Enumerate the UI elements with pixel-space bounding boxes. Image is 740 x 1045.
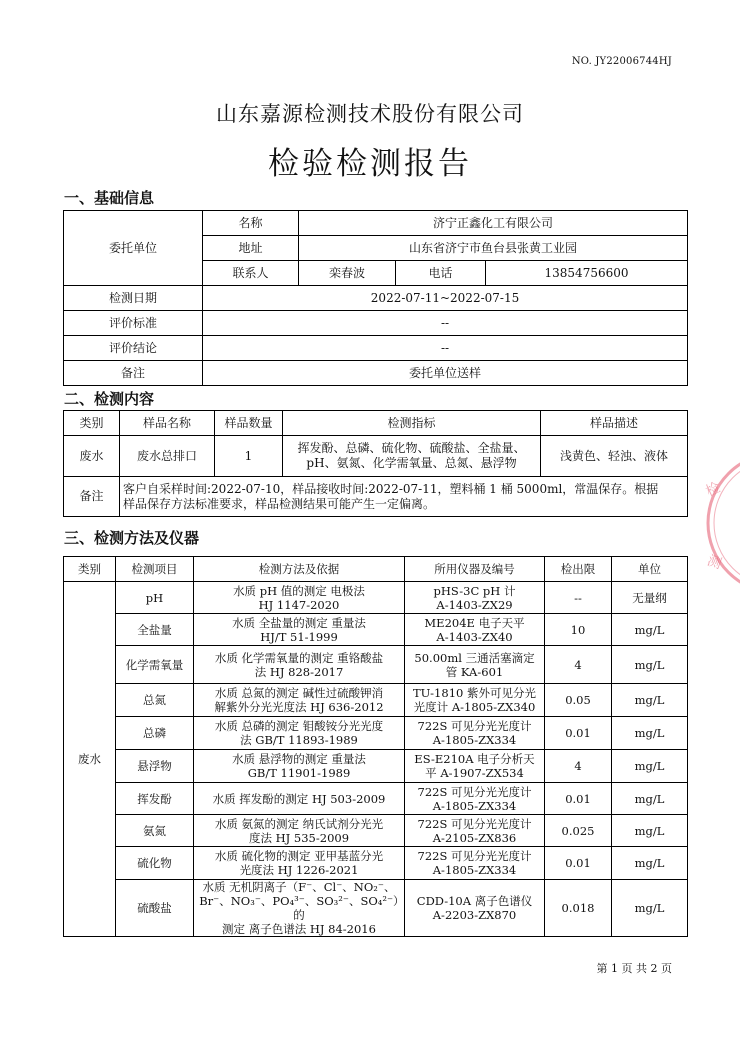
method-row xyxy=(64,684,688,717)
method-row xyxy=(64,880,688,937)
method-item: 全盐量 xyxy=(116,614,194,646)
col-indicators: 检测指标 xyxy=(283,411,541,436)
method-item: 总氮 xyxy=(116,684,194,717)
seal-stamp-graphic xyxy=(700,448,740,598)
seal-stamp xyxy=(700,448,740,598)
method-row xyxy=(64,646,688,684)
instrument xyxy=(405,684,545,717)
detection-limit: 4 xyxy=(545,646,612,684)
method-category: 废水 xyxy=(64,582,116,937)
phone-label: 电话 xyxy=(396,261,486,286)
instrument-line: pHS-3C pH 计 xyxy=(433,583,516,598)
instrument-line: 722S 可见分光光度计 xyxy=(417,816,532,831)
method-row xyxy=(64,717,688,750)
method-item: 硫酸盐 xyxy=(116,880,194,937)
instrument-line: 平 A-1907-ZX534 xyxy=(425,766,524,780)
sample-category: 废水 xyxy=(64,436,120,477)
method-line: 法 GB/T 11893-1989 xyxy=(240,733,358,747)
basic-info-table xyxy=(63,210,688,386)
instrument-line: A-1805-ZX334 xyxy=(432,798,517,813)
instrument xyxy=(405,582,545,614)
contact-label: 联系人 xyxy=(203,261,299,286)
unit: mg/L xyxy=(612,880,688,937)
instrument-line: ES-E210A 电子分析天 xyxy=(414,752,535,766)
test-date-value: 2022-07-11~2022-07-15 xyxy=(203,286,688,311)
instrument-line: A-1805-ZX334 xyxy=(432,863,517,877)
detection-limit: -- xyxy=(545,582,612,614)
method-line: 水质 悬浮物的测定 重量法 xyxy=(232,752,366,766)
method-line: HJ 1147-2020 xyxy=(258,597,340,612)
method-line: 水质 总磷的测定 钼酸铵分光光度 xyxy=(214,719,384,733)
col-quantity: 样品数量 xyxy=(215,411,283,436)
remark-line-2: 样品保存方法标准要求，样品检测结果可能产生一定偏离。 xyxy=(123,496,436,511)
methods-table xyxy=(63,556,688,937)
method-item: 硫化物 xyxy=(116,847,194,880)
unit: 无量纲 xyxy=(612,582,688,614)
report-title: 检验检测报告 xyxy=(268,146,472,182)
instrument xyxy=(405,815,545,847)
detection-limit: 0.01 xyxy=(545,717,612,750)
instrument-line: 722S 可见分光光度计 xyxy=(417,849,532,863)
col-category: 类别 xyxy=(64,411,120,436)
remark-label: 备注 xyxy=(64,477,120,517)
remark-label: 备注 xyxy=(64,361,203,386)
method-basis xyxy=(194,717,405,750)
col-unit: 单位 xyxy=(612,557,688,582)
remark-line-1: 客户自采样时间:2022-07-10，样品接收时间:2022-07-11，塑料桶 1 桶 5000ml，常温保存。根据 xyxy=(123,481,659,496)
instrument-line: A-1403-ZX29 xyxy=(436,597,513,612)
report-number: NO. JY22006744HJ xyxy=(571,56,672,67)
instrument-line: A-1403-ZX40 xyxy=(436,629,513,644)
unit: mg/L xyxy=(612,614,688,646)
instrument xyxy=(405,646,545,684)
method-basis xyxy=(194,582,405,614)
instrument-line: TU-1810 紫外可见分光 xyxy=(413,686,536,700)
sample-quantity: 1 xyxy=(215,436,283,477)
unit: mg/L xyxy=(612,646,688,684)
unit: mg/L xyxy=(612,717,688,750)
name-value: 济宁正鑫化工有限公司 xyxy=(299,211,688,236)
method-line: 水质 硫化物的测定 亚甲基蓝分光 xyxy=(214,849,384,863)
method-item: pH xyxy=(116,582,194,614)
method-line: 水质 全盐量的测定 重量法 xyxy=(232,615,366,630)
sample-description: 浅黄色、轻浊、液体 xyxy=(541,436,688,477)
unit: mg/L xyxy=(612,684,688,717)
unit: mg/L xyxy=(612,815,688,847)
detection-limit: 0.025 xyxy=(545,815,612,847)
instrument-line: ME204E 电子天平 xyxy=(424,615,525,630)
test-date-label: 检测日期 xyxy=(64,286,203,311)
client-label: 委托单位 xyxy=(64,211,203,286)
unit: mg/L xyxy=(612,783,688,815)
test-content-table xyxy=(63,410,688,517)
method-item: 悬浮物 xyxy=(116,750,194,783)
method-basis xyxy=(194,815,405,847)
section-2-heading: 二、检测内容 xyxy=(64,390,155,408)
detection-limit: 0.05 xyxy=(545,684,612,717)
eval-standard-label: 评价标准 xyxy=(64,311,203,336)
method-line: 水质 化学需氧量的测定 重铬酸盐 xyxy=(214,650,384,665)
sample-indicators xyxy=(283,436,541,477)
method-item: 化学需氧量 xyxy=(116,646,194,684)
col-category: 类别 xyxy=(64,557,116,582)
method-row xyxy=(64,582,688,614)
eval-standard-value: -- xyxy=(203,311,688,336)
col-sample-name: 样品名称 xyxy=(120,411,215,436)
method-basis xyxy=(194,646,405,684)
instrument xyxy=(405,847,545,880)
remark-value: 委托单位送样 xyxy=(203,361,688,386)
instrument-line: A-2105-ZX836 xyxy=(432,830,517,845)
detection-limit: 0.01 xyxy=(545,847,612,880)
method-line: 水质 挥发酚的测定 HJ 503-2009 xyxy=(212,791,386,806)
method-basis xyxy=(194,880,405,937)
instrument xyxy=(405,750,545,783)
detection-limit: 10 xyxy=(545,614,612,646)
method-line: 水质 pH 值的测定 电极法 xyxy=(233,583,365,598)
method-line: 测定 离子色谱法 HJ 84-2016 xyxy=(222,922,376,936)
indicators-line-1: 挥发酚、总磷、硫化物、硫酸盐、全盐量、 xyxy=(297,441,526,455)
instrument xyxy=(405,614,545,646)
col-item: 检测项目 xyxy=(116,557,194,582)
address-label: 地址 xyxy=(203,236,299,261)
instrument-line: 50.00ml 三通活塞滴定 xyxy=(414,650,535,665)
instrument-line: CDD-10A 离子色谱仪 xyxy=(416,894,533,908)
instrument xyxy=(405,717,545,750)
method-line: GB/T 11901-1989 xyxy=(247,766,351,780)
method-line: 解紫外分光光度法 HJ 636-2012 xyxy=(214,700,384,714)
col-method: 检测方法及依据 xyxy=(194,557,405,582)
method-basis xyxy=(194,847,405,880)
method-basis xyxy=(194,783,405,815)
eval-conclusion-value: -- xyxy=(203,336,688,361)
sample-remark xyxy=(120,477,688,517)
method-row xyxy=(64,750,688,783)
detection-limit: 0.01 xyxy=(545,783,612,815)
svg-text:检: 检 xyxy=(703,479,723,501)
method-line: 光度法 HJ 1226-2021 xyxy=(239,863,359,877)
method-line: 法 HJ 828-2017 xyxy=(254,664,344,679)
method-line: Br⁻、NO₃⁻、PO₄³⁻、SO₃²⁻、SO₄²⁻）的 xyxy=(199,894,399,922)
sample-name: 废水总排口 xyxy=(120,436,215,477)
contact-value: 栾春波 xyxy=(299,261,396,286)
method-row xyxy=(64,815,688,847)
indicators-line-2: pH、氨氮、化学需氧量、总氮、悬浮物 xyxy=(306,456,517,470)
method-basis xyxy=(194,614,405,646)
method-line: HJ/T 51-1999 xyxy=(260,629,338,644)
method-row xyxy=(64,847,688,880)
col-limit: 检出限 xyxy=(545,557,612,582)
method-item: 氨氮 xyxy=(116,815,194,847)
svg-text:测: 测 xyxy=(704,552,724,573)
name-label: 名称 xyxy=(203,211,299,236)
method-item: 总磷 xyxy=(116,717,194,750)
instrument-line: 光度计 A-1805-ZX340 xyxy=(413,700,536,714)
unit: mg/L xyxy=(612,847,688,880)
unit: mg/L xyxy=(612,750,688,783)
method-basis xyxy=(194,684,405,717)
method-line: 水质 氨氮的测定 纳氏试剂分光光 xyxy=(214,816,384,831)
instrument-line: 722S 可见分光光度计 xyxy=(417,784,532,799)
detection-limit: 0.018 xyxy=(545,880,612,937)
instrument-line: A-2203-ZX870 xyxy=(432,908,517,922)
eval-conclusion-label: 评价结论 xyxy=(64,336,203,361)
company-name: 山东嘉源检测技术股份有限公司 xyxy=(216,102,524,126)
method-basis xyxy=(194,750,405,783)
instrument-line: 722S 可见分光光度计 xyxy=(417,719,532,733)
method-row xyxy=(64,783,688,815)
address-value: 山东省济宁市鱼台县张黄工业园 xyxy=(299,236,688,261)
method-item: 挥发酚 xyxy=(116,783,194,815)
instrument xyxy=(405,880,545,937)
phone-value: 13854756600 xyxy=(486,261,688,286)
method-row xyxy=(64,614,688,646)
instrument xyxy=(405,783,545,815)
col-description: 样品描述 xyxy=(541,411,688,436)
method-line: 度法 HJ 535-2009 xyxy=(248,830,350,845)
section-1-heading: 一、基础信息 xyxy=(64,189,155,207)
page-number: 第 1 页 共 2 页 xyxy=(596,962,672,975)
col-instrument: 所用仪器及编号 xyxy=(405,557,545,582)
method-line: 水质 总氮的测定 碱性过硫酸钾消 xyxy=(214,686,384,700)
method-line: 水质 无机阴离子（F⁻、Cl⁻、NO₂⁻、 xyxy=(202,880,396,894)
instrument-line: A-1805-ZX334 xyxy=(432,733,517,747)
section-3-heading: 三、检测方法及仪器 xyxy=(64,529,200,547)
detection-limit: 4 xyxy=(545,750,612,783)
instrument-line: 管 KA-601 xyxy=(445,664,504,679)
